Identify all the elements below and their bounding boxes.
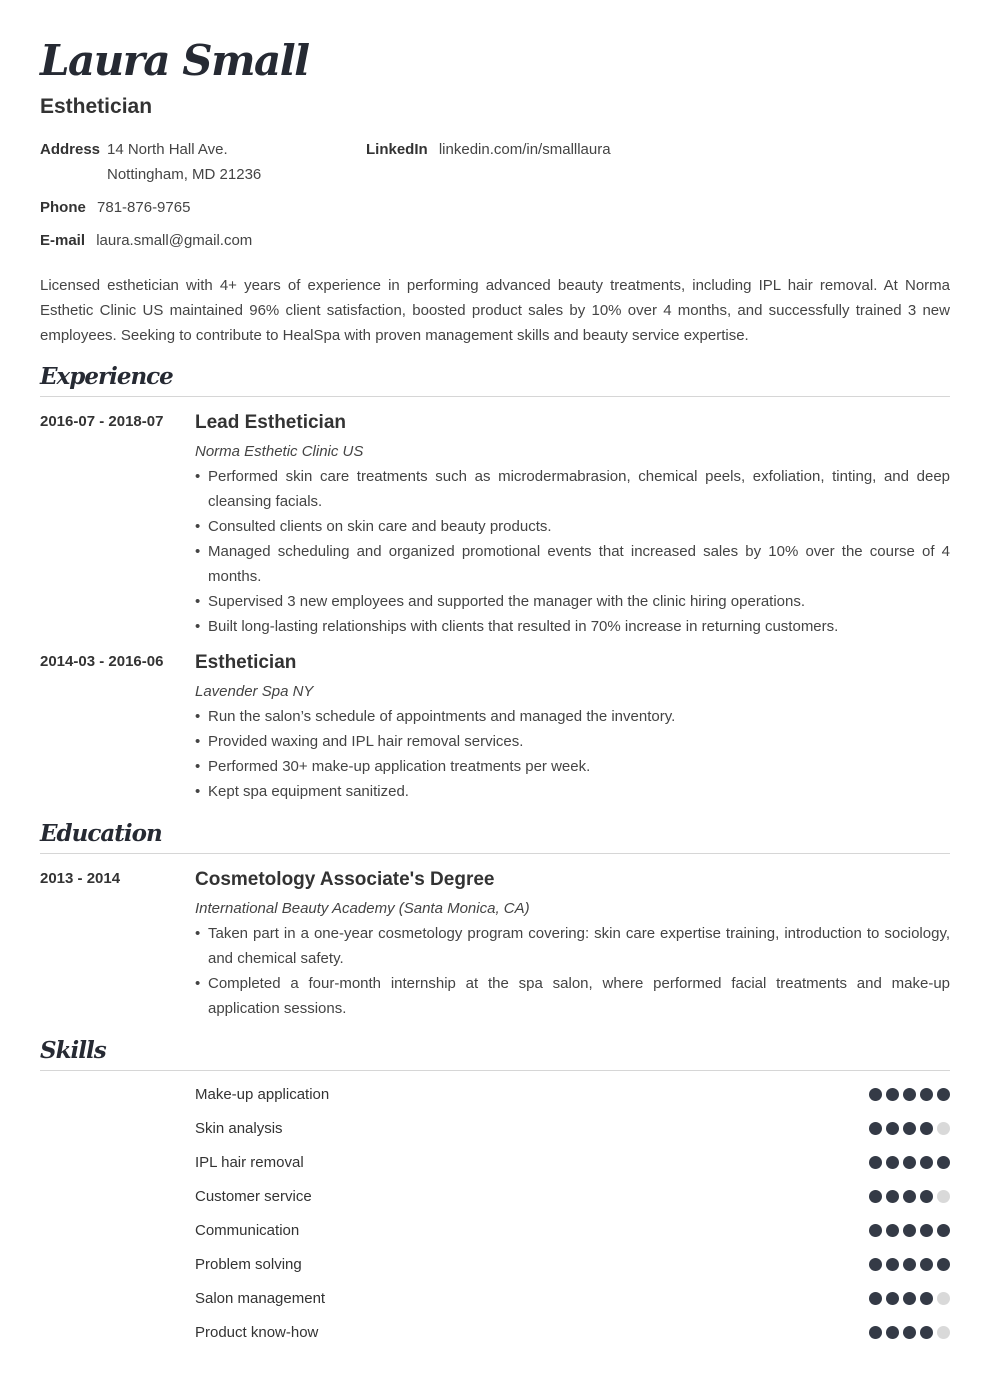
entry-degree: Cosmetology Associate's Degree <box>195 869 495 890</box>
skill-name: Customer service <box>195 1188 312 1205</box>
bullet-icon: • <box>195 758 201 775</box>
section-education-header <box>40 819 950 854</box>
rating-dot-filled-icon <box>920 1190 933 1203</box>
rating-dot-filled-icon <box>920 1224 933 1237</box>
bullet-icon: • <box>195 593 201 610</box>
skill-row <box>195 1082 950 1116</box>
skill-rating <box>869 1292 950 1305</box>
skill-name: Skin analysis <box>195 1120 283 1137</box>
rating-dot-filled-icon <box>903 1088 916 1101</box>
list-item: • Managed scheduling and organized promotional events that increased sales by 10% over the course of 4 months. <box>195 539 950 589</box>
rating-dot-filled-icon <box>920 1088 933 1101</box>
list-item: • Built long-lasting relationships with clients that resulted in 70% increase in returning customers. <box>195 614 950 639</box>
skills-list <box>195 1082 950 1354</box>
email-label: E-mail <box>40 232 86 249</box>
skill-rating <box>869 1122 950 1135</box>
rating-dot-filled-icon <box>869 1156 882 1169</box>
bullet-icon: • <box>195 925 201 942</box>
skill-row <box>195 1184 950 1218</box>
bullet-icon: • <box>195 618 201 635</box>
entry-date: 2013 - 2014 <box>40 870 121 887</box>
list-item: • Performed 30+ make-up application treatments per week. <box>195 754 950 779</box>
skill-rating <box>869 1156 950 1169</box>
skill-row <box>195 1218 950 1252</box>
rating-dot-filled-icon <box>869 1326 882 1339</box>
list-item: • Supervised 3 new employees and supported the manager with the clinic hiring operations. <box>195 589 950 614</box>
bullet-icon: • <box>195 518 201 535</box>
skill-rating <box>869 1224 950 1237</box>
skill-row <box>195 1320 950 1354</box>
rating-dot-filled-icon <box>869 1292 882 1305</box>
rating-dot-filled-icon <box>937 1258 950 1271</box>
list-item: • Provided waxing and IPL hair removal services. <box>195 729 950 754</box>
skill-name: Salon management <box>195 1290 326 1307</box>
skill-name: Communication <box>195 1222 300 1239</box>
section-title: Education <box>40 820 162 847</box>
rating-dot-filled-icon <box>869 1224 882 1237</box>
job-title: Esthetician <box>40 95 153 118</box>
linkedin-label: LinkedIn <box>366 141 428 158</box>
bullet-icon: • <box>195 708 201 725</box>
entry-organization: Norma Esthetic Clinic US <box>195 443 364 460</box>
rating-dot-filled-icon <box>937 1088 950 1101</box>
rating-dot-filled-icon <box>869 1258 882 1271</box>
address-line-1: 14 North Hall Ave. <box>107 141 228 158</box>
rating-dot-filled-icon <box>903 1224 916 1237</box>
rating-dot-empty-icon <box>937 1326 950 1339</box>
section-title: Skills <box>40 1037 106 1064</box>
rating-dot-filled-icon <box>869 1088 882 1101</box>
rating-dot-filled-icon <box>886 1088 899 1101</box>
skill-name: Problem solving <box>195 1256 302 1273</box>
bullet-icon: • <box>195 783 201 800</box>
rating-dot-filled-icon <box>903 1122 916 1135</box>
rating-dot-filled-icon <box>886 1326 899 1339</box>
rating-dot-filled-icon <box>886 1224 899 1237</box>
entry-role: Esthetician <box>195 652 297 673</box>
address-label: Address <box>40 141 101 158</box>
list-item: • Taken part in a one-year cosmetology program covering: skin care expertise training, introduction to sociology, and chemical safety. <box>195 921 950 971</box>
rating-dot-filled-icon <box>920 1326 933 1339</box>
rating-dot-filled-icon <box>920 1292 933 1305</box>
rating-dot-filled-icon <box>903 1190 916 1203</box>
profile-summary: Licensed esthetician with 4+ years of experience in performing advanced beauty treatments, including IPL hair removal. At Norma Esthetic Clinic US maintained 96% client satisfaction, boosted product sales by 10% over 4 months, and successfully trained 3 new employees. Seeking to contribute to HealSpa with proven management skills and beauty service expertise. <box>40 277 950 344</box>
section-title: Experience <box>40 363 173 390</box>
skill-rating <box>869 1088 950 1101</box>
rating-dot-filled-icon <box>937 1156 950 1169</box>
entry-school: International Beauty Academy (Santa Monica, CA) <box>195 900 530 917</box>
skill-name: Make-up application <box>195 1086 330 1103</box>
rating-dot-filled-icon <box>869 1122 882 1135</box>
skill-name: IPL hair removal <box>195 1154 304 1171</box>
rating-dot-filled-icon <box>886 1292 899 1305</box>
rating-dot-filled-icon <box>886 1258 899 1271</box>
rating-dot-filled-icon <box>903 1156 916 1169</box>
skill-rating <box>869 1190 950 1203</box>
rating-dot-filled-icon <box>886 1122 899 1135</box>
contact-email <box>40 228 252 253</box>
list-item: • Consulted clients on skin care and beauty products. <box>195 514 950 539</box>
rating-dot-empty-icon <box>937 1190 950 1203</box>
rating-dot-filled-icon <box>920 1122 933 1135</box>
linkedin-link[interactable]: linkedin.com/in/smalllaura <box>438 141 611 158</box>
entry-organization: Lavender Spa NY <box>195 683 314 700</box>
entry-bullets <box>195 921 950 1021</box>
phone-label: Phone <box>40 199 86 216</box>
bullet-icon: • <box>195 975 201 992</box>
list-item: • Performed skin care treatments such as microdermabrasion, chemical peels, exfoliation, tinting, and deep cleansing facials. <box>195 464 950 514</box>
contact-linkedin <box>366 137 611 162</box>
entry-bullets <box>195 464 950 639</box>
list-item: • Kept spa equipment sanitized. <box>195 779 950 804</box>
rating-dot-filled-icon <box>886 1156 899 1169</box>
address-line-2: Nottingham, MD 21236 <box>107 166 262 183</box>
rating-dot-filled-icon <box>937 1224 950 1237</box>
skill-name: Product know-how <box>195 1324 319 1341</box>
bullet-icon: • <box>195 468 201 485</box>
email-link[interactable]: laura.small@gmail.com <box>96 232 253 249</box>
entry-bullets <box>195 704 950 804</box>
rating-dot-filled-icon <box>903 1258 916 1271</box>
entry-role: Lead Esthetician <box>195 412 346 433</box>
rating-dot-filled-icon <box>920 1156 933 1169</box>
section-skills-header <box>40 1036 950 1071</box>
skill-row <box>195 1150 950 1184</box>
rating-dot-filled-icon <box>869 1190 882 1203</box>
section-experience-header <box>40 362 950 397</box>
bullet-icon: • <box>195 733 201 750</box>
bullet-icon: • <box>195 543 201 560</box>
rating-dot-filled-icon <box>903 1326 916 1339</box>
list-item: • Run the salon’s schedule of appointments and managed the inventory. <box>195 704 950 729</box>
skill-rating <box>869 1326 950 1339</box>
rating-dot-empty-icon <box>937 1122 950 1135</box>
list-item: • Completed a four-month internship at the spa salon, where performed facial treatments and make-up application sessions. <box>195 971 950 1021</box>
rating-dot-filled-icon <box>920 1258 933 1271</box>
entry-date: 2016-07 - 2018-07 <box>40 413 164 430</box>
skill-row <box>195 1286 950 1320</box>
rating-dot-filled-icon <box>886 1190 899 1203</box>
rating-dot-empty-icon <box>937 1292 950 1305</box>
skill-row <box>195 1116 950 1150</box>
rating-dot-filled-icon <box>903 1292 916 1305</box>
entry-date: 2014-03 - 2016-06 <box>40 653 164 670</box>
skill-row <box>195 1252 950 1286</box>
phone-value: 781-876-9765 <box>97 199 191 216</box>
contact-phone <box>40 195 190 220</box>
skill-rating <box>869 1258 950 1271</box>
candidate-name: Laura Small <box>40 36 309 85</box>
